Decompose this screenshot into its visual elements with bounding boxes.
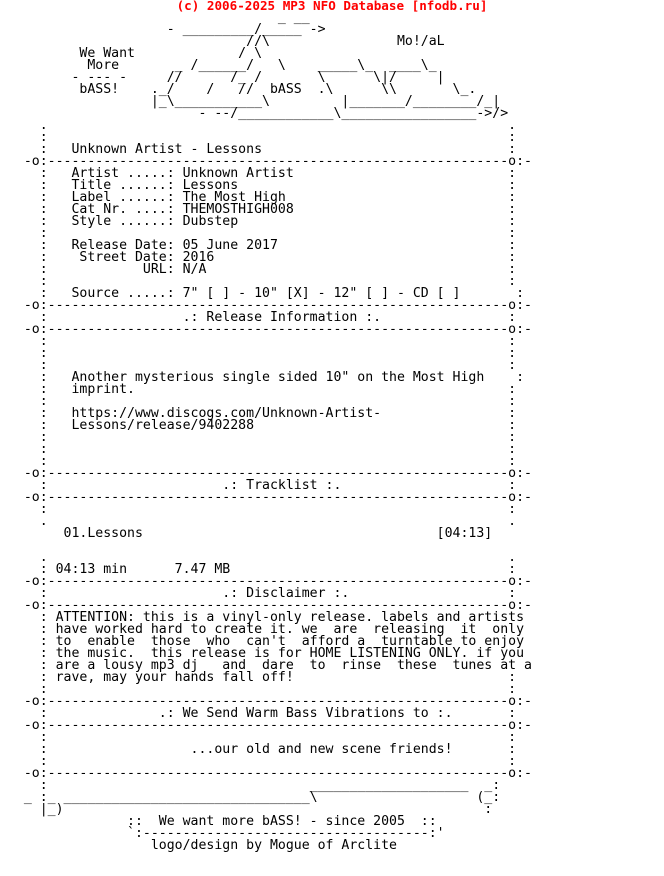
nfo-line: : .: Tracklist :. : [0,478,517,493]
nfo-line: : : [0,502,517,517]
nfo-line: : Style ......: Dubstep : [0,214,517,229]
nfo-line: : .: Disclaimer :. : [0,586,517,601]
nfo-line: : imprint. : [0,382,517,397]
nfo-line: -o:----------------------------------------------------------o:- [0,322,532,337]
nfo-line: -o:----------------------------------------------------------o:- [0,598,532,613]
nfo-line: : URL: N/A : [0,262,517,277]
nfo-line: . . [0,118,517,133]
nfo-line: : Cat Nr. ....: THEMOSTHIGH008 : [0,202,517,217]
nfo-line: `:------------------------------------:' [0,826,445,841]
nfo-line: : .: We Send Warm Bass Vibrations to :. : [0,706,517,721]
nfo-line: - --- - // /_ / \ \|/ | [0,70,445,85]
nfo-line: -o:----------------------------------------------------------o:- [0,154,532,169]
nfo-line: _ __ [0,12,310,25]
nfo-line: More _ /______/ \ _____\_ ____\_ [0,58,437,73]
nfo-line: : Title ......: Lessons : [0,178,517,193]
nfo-line: : Release Date: 05 June 2017 : [0,238,517,253]
nfo-line: -o:----------------------------------------------------------o:- [0,466,532,481]
nfo-line: logo/design by Mogue of Arclite [0,838,397,852]
nfo-line: : 04:13 min 7.47 MB : [0,562,517,577]
nfo-line: 01.Lessons [04:13] [0,526,493,541]
nfo-line: |_\___________\ |_______/________/_| [0,94,501,109]
nfo-line: : ATTENTION: this is a vinyl-only release. labels and artists [0,610,525,625]
nfo-line: : Lessons/release/9402288 : [0,418,517,433]
nfo-line: . . [0,550,517,565]
nfo-line: -o:----------------------------------------------------------o:- [0,490,532,505]
nfo-line: -o:----------------------------------------------------------o:- [0,766,532,781]
nfo-line: : : [0,442,517,457]
nfo-line: -o:----------------------------------------------------------o:- [0,694,532,709]
nfo-line: -o:----------------------------------------------------------o:- [0,574,532,589]
nfo-line: We Want / \ [0,46,263,61]
nfo-line: : : [0,430,517,445]
nfo-line: : Unknown Artist - Lessons : [0,142,517,157]
nfo-line: : : [0,454,517,469]
nfo-line: : : [0,274,517,289]
nfo-line: : : [0,346,517,361]
nfo-line: : Another mysterious single sided 10" on the Most High : [0,370,525,385]
nfo-line: : : [0,358,517,373]
nfo-line: //\ Mo!/aL [0,34,445,49]
nfo-text-body [0,12,664,852]
nfo-line: : Artist .....: Unknown Artist : [0,166,517,181]
nfo-line: : to enable those who can't afford a turntable to enjoy [0,634,525,649]
nfo-line: : : [0,334,517,349]
nfo-line: : : [0,754,517,769]
nfo-line: : rave, may your hands fall off! : [0,670,517,685]
nfo-line: : : [0,226,517,241]
nfo-line: :: We want more bASS! - since 2005 :: [0,814,437,829]
nfo-line: : Label ......: The Most High : [0,190,517,205]
nfo-line: _ :_ _______________________________\ (_: [0,790,501,805]
nfo-line: : https://www.discogs.com/Unknown-Artist- : [0,406,517,421]
nfo-line: -o:----------------------------------------------------------o:- [0,298,532,313]
nfo-line: : ____________________ _: [0,778,501,793]
nfo-line: . . [0,514,517,529]
nfo-line: -o:----------------------------------------------------------o:- [0,718,532,733]
nfo-line: : are a lousy mp3 dj and dare to rinse these tunes at a [0,658,532,673]
nfo-line: : : [0,394,517,409]
nfo-line: - _________/_____ -> [0,22,326,37]
nfo-line: bASS! ._/ / // bASS .\ \\ \_. [0,82,477,97]
nfo-line: - --/____________\_________________->/> [0,106,509,121]
nfo-line: : : [0,130,517,145]
nfo-line: : Street Date: 2016 : [0,250,517,265]
nfodb-copyright-header: (c) 2006-2025 MP3 NFO Database [nfodb.ru] [176,0,488,13]
nfo-line: : the music. this release is for HOME LISTENING ONLY. if you [0,646,525,661]
nfo-line: : have worked hard to create it. we are releasing it only [0,622,525,637]
nfo-line: |_) : [0,802,493,817]
nfo-line: : : [0,730,517,745]
nfo-line: : Source .....: 7" [ ] - 10" [X] - 12" [ ] - CD [ ] : [0,286,525,301]
nfo-line: : ...our old and new scene friends! : [0,742,517,757]
nfo-line: : .: Release Information :. : [0,310,517,325]
nfo-line: : : [0,682,517,697]
